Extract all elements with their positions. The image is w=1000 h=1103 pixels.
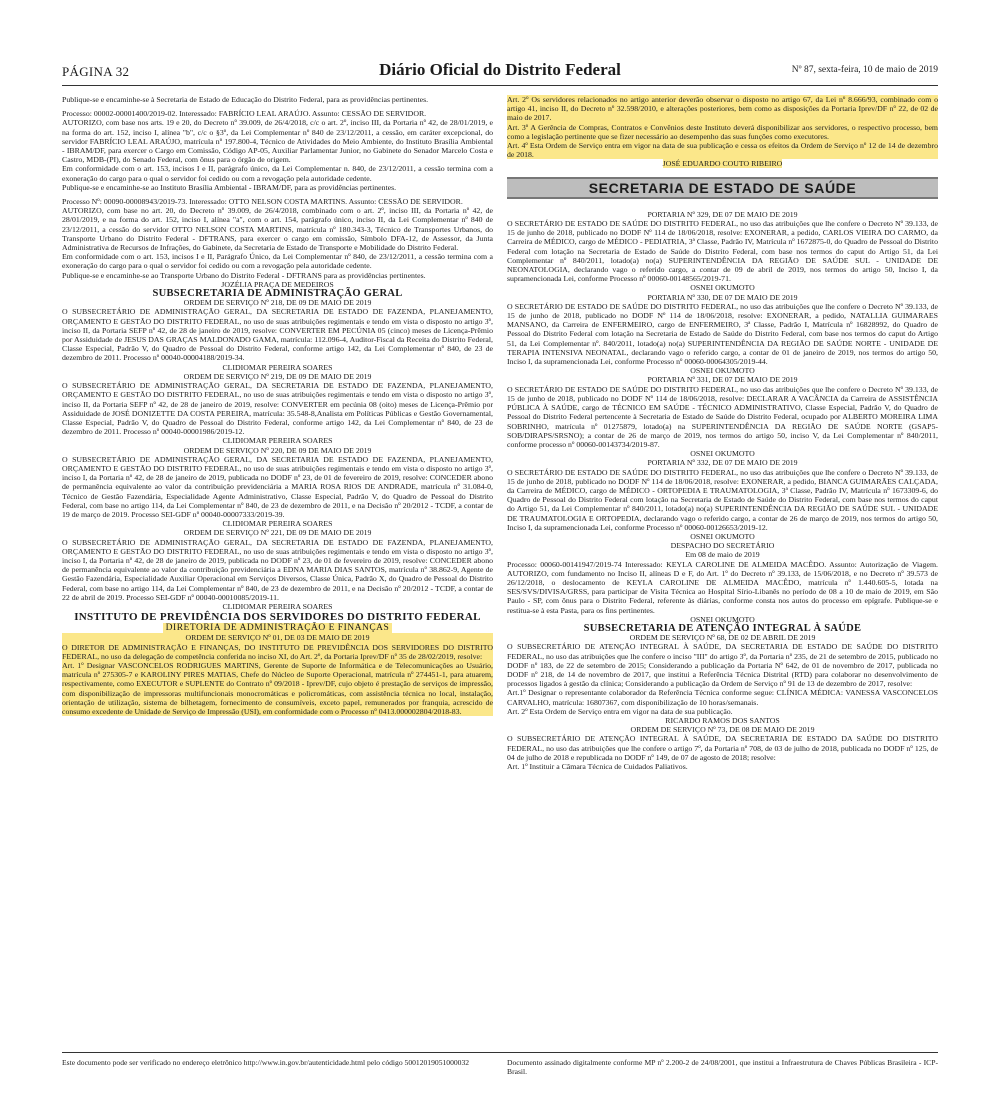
page-number: PÁGINA 32 [62, 64, 130, 79]
order-title: ORDEM DE SERVIÇO Nº 01, DE 03 DE MAIO DE 2019 [185, 633, 370, 643]
paragraph: AUTORIZO, com base nos arts. 19 e 20, do Decreto nº 39.009, de 26/4/2018, c/c o art. 2º, inciso III, da Portaria nº 42, de 28/01/2019, e na forma do art. 152, inciso I, alínea "b", c/c o §3º, da Lei Complementar nº 840 de 23/12/2011, a cessão, em caráter excepcional, do servidor FABRÍCIO LEAL ARAÚJO, matrícula nº 197.800-4, Técnico de Atividades do Meio Ambiente, do Instituto Brasília Ambiental - IBRAM/DF, para exercer o Cargo em Comissão, Código AP-05, Auxiliar Parlamentar Junior, no Gabinete do Senador Marcelo Costa e Castro, MDB-(PI), do Senado Federal, com ônus para o órgão de origem. [62, 118, 493, 165]
secretariat-banner: SECRETARIA DE ESTADO DE SAÚDE [507, 177, 938, 199]
order-body: O SUBSECRETÁRIO DE ADMINISTRAÇÃO GERAL, DA SECRETARIA DE ESTADO DE FAZENDA, PLANEJAMENTO, ORÇAMENTO E GESTÃO DO DISTRITO FEDERAL, no uso de suas atribuições regimentais e tendo em vista o disposto no artigo 3º, inciso II, da Portaria SEFP nº 42, de 28 de janeiro de 2019, resolve: CONVERTER em pecúnia 08 (oito) meses de Licença-Prêmio por Assiduidade de JOSÉ DONIZETTE DA COSTA PEREIRA, matrícula: 35.548-8,Analista em Políticas Públicas e Gestão Governamental, Classe Especial, Padrão V, do Quadro de Pessoal do Distrito Federal, conforme artigo 142, da Lei Complementar nº 840, de 23 de dezembro de 2011. Processo nº 00040-00001986/2019-12. [62, 381, 493, 437]
columns [62, 95, 938, 771]
signature: OSNEI OKUMOTO [690, 449, 755, 459]
section-heading: SUBSECRETARIA DE ATENÇÃO INTEGRAL À SAÚDE [583, 622, 862, 634]
order-title: ORDEM DE SERVIÇO Nº 220, DE 09 DE MAIO DE 2019 [183, 445, 372, 455]
page-header [62, 62, 938, 86]
order-article: Art.1º Designar o representante colaborador da Referência Técnica conforme segue: CLÍNICA MÉDICA: VANESSA VASCONCELOS CARVALHO, matrícula: 16807367, com disponibilização de 10 horas/semanais. [507, 688, 938, 707]
section-heading: SUBSECRETARIA DE ADMINISTRAÇÃO GERAL [152, 288, 403, 300]
edition-info: Nº 87, sexta-feira, 10 de maio de 2019 [791, 65, 938, 75]
signature: CLIDIOMAR PEREIRA SOARES [222, 436, 333, 446]
signature: JOSÉ EDUARDO COUTO RIBEIRO [662, 159, 783, 169]
highlighted-order [62, 633, 493, 716]
order-title: ORDEM DE SERVIÇO Nº 68, DE 02 DE ABRIL DE 2019 [629, 633, 816, 643]
ordinance-title: PORTARIA Nº 331, DE 07 DE MAIO DE 2019 [647, 375, 798, 385]
signature: OSNEI OKUMOTO [690, 614, 755, 624]
order-article: Art. 2º Esta Ordem de Serviço entra em vigor na data de sua publicação. [507, 706, 733, 716]
left-column [62, 95, 493, 771]
order-body: O SUBSECRETÁRIO DE ADMINISTRAÇÃO GERAL, DA SECRETARIA DE ESTADO DE FAZENDA, PLANEJAMENTO, ORÇAMENTO E GESTÃO DO DISTRITO FEDERAL, no uso de suas atribuições regimentais e tendo em vista o disposto no artigo 3º, inciso II, da Portaria SEFP nº 42, de 28 de janeiro de 2019, resolve: CONVERTER EM PECÚNIA 05 (cinco) meses de Licença-Prêmio por Assiduidade de JESUS DAS GRAÇAS MALDONADO GAMA, matrícula: 112.096-4, Auditor-Fiscal da Receita do Distrito Federal, Classe Especial, Padrão V, do Quadro de Pessoal do Distrito Federal, conforme artigo 142, da Lei Complementar nº 840, de 23 de dezembro de 2011. Processo nº 00040-00004188/2019-34. [62, 307, 493, 363]
signature: CLIDIOMAR PEREIRA SOARES [222, 362, 333, 372]
paragraph: Processo Nº: 00090-00008943/2019-73. Interessado: OTTO NELSON COSTA MARTINS. Assunto: CESSÃO DE SERVIDOR. [62, 197, 463, 207]
order-body: O SUBSECRETÁRIO DE ATENÇÃO INTEGRAL À SAÚDE, DA SECRETARIA DE ESTADO DA SAÚDE DO DISTRITO FEDERAL, no uso das atribuições que lhe confere o artigo 7º, da Portaria nº 708, de 03 de julho de 2018, publicada no DODF nº 125, de 04 de julho de 2018 e republicada no DODF nº 149, de 07 de agosto de 2018; resolve: [507, 734, 938, 762]
signature: RICARDO RAMOS DOS SANTOS [665, 716, 780, 725]
paragraph: AUTORIZO, com base no art. 20, do Decreto nº 39.009, de 26/4/2018, combinado com o art. 2º, inciso III, da Portaria nº 42, de 28/01/2019, e na forma do art. 152, inciso I, alínea "a", com o art. 154, parágrafo único, inciso II, da Lei Complementar nº 840 de 23/12/2011, a cessão do servidor OTTO NELSON COSTA MARTINS, matrícula nº 180.343-3, Técnico de Transportes Urbanos, do Transporte Urbano do Distrito Federal - DFTRANS, para exercer o cargo em comissão, Símbolo DFA-12, de Assessor, da Junta Administrativa de Recursos de Infrações, do Gabinete, da Secretaria de Estado de Transporte e Mobilidade do Distrito Federal. [62, 206, 493, 253]
order-article: Art. 3º A Gerência de Compras, Contratos e Convênios deste Instituto deverá disponibilizar aos servidores, o respectivo processo, bem como a legislação pertinente que se fizer necessário ao desempenho das suas funções como executores. [507, 122, 938, 141]
signature: CLIDIOMAR PEREIRA SOARES [222, 601, 333, 611]
order-article: Art. 1º Designar VASCONCELOS RODRIGUES MARTINS, Gerente de Suporte de Informática e de Telecomunicações ao Usuário, matrícula nº 275305-7 e KAROLINY PIRES MATIAS, Chefe do Núcleo de Suporte Operacional, matrícula nº 274451-1, para atuarem, respectivamente, como EXECUTOR e SUPLENTE do Contrato nº 09/2018 - Iprev/DF, cujo objeto é prestação de serviços de impressão, com disponibilização de impressoras multifuncionais monocromáticas e policromáticas, com assistência técnica no local, instalação, orientação de utilização, sistema de bilhetagem, fornecimento de consumíveis, exceto papel, remunerados por franquia, acrescido de consumo excedente de Unidade de Serviço de Impressão (USI), em conformidade com o Processo nº 0413.000002804/2018-83. [62, 660, 493, 716]
ordinance-title: PORTARIA Nº 332, DE 07 DE MAIO DE 2019 [647, 458, 798, 468]
signature: CLIDIOMAR PEREIRA SOARES [222, 519, 333, 529]
order-body: O SUBSECRETÁRIO DE ATENÇÃO INTEGRAL À SAÚDE, DA SECRETARIA DE ESTADO DE SAÚDE DO DISTRITO FEDERAL, no uso das atribuições que lhe confere o inciso "III" do artigo 3º, da Portaria nº 235, de 21 de setembro de 2015, publicado no DODF nº 183, de 22 de setembro de 2015; Considerando a publicação da Portaria Nº 642, de 01 de novembro de 2017, publicada no DODF nº 218, de 14 de novembro de 2017, que institui a Referência Técnica Distrital (RTD) para colaborar no desenvolvimento de processos ligados à gestão da clínica; Considerando a publicação da Ordem de Serviço nº 91 de 13 de dezembro de 2017, resolve: [507, 642, 938, 689]
verification-note: Este documento pode ser verificado no endereço eletrônico http://www.in.gov.br/autenticidade.html pelo código 50012019051000032 [62, 1058, 470, 1067]
ordinance-body: O SECRETÁRIO DE ESTADO DE SAÚDE DO DISTRITO FEDERAL, no uso das atribuições que lhe confere o Decreto Nº 39.133, de 15 de junho de 2018, publicado no DODF Nº 114 de 18/06/2018, resolve: EXONERAR, a pedido, NATALLIA GUIMARAES MANSANO, da Carreira de ENFERMEIRO, cargo de ENFERMEIRO, 3ª Classe, Padrão I, Matrícula nº 16828992, do Quadro de Pessoal do Distrito Federal com lotação na Secretaria de Estado de Saúde do Distrito Federal, com base nos termos do caput do Artigo 51, da Lei Complementar nº. 840/2011, lotado(a) no(a) SUPERINTENDÊNCIA DA REGIÃO DE SAÚDE NORTE - UNIDADE DE TERAPIA INTENSIVA NEONATAL, declarando vago o referido cargo, a contar de 01 de janeiro de 2019, nos termos do artigo 50, Inciso I, da supramencionada Lei, conforme Processo nº 00060-00064305/2019-44. [507, 301, 938, 367]
order-title: ORDEM DE SERVIÇO Nº 218, DE 09 DE MAIO DE 2019 [183, 298, 372, 308]
paragraph: Publique-se e encaminhe-se ao Instituto Brasília Ambiental - IBRAM/DF, para as providências pertinentes. [62, 182, 397, 192]
ordinance-body: O SECRETÁRIO DE ESTADO DE SAÚDE DO DISTRITO FEDERAL, no uso das atribuições que lhe confere o Decreto Nº 39.133, de 15 de junho de 2018, publicado no DODF Nº 114 de 18/06/2018, resolve: EXONERAR, a pedido, BIANCA GUIMARÃES CALÇADA, da Carreira de MÉDICO, cargo de MÉDICO - ORTOPEDIA E TRAUMATOLOGIA, 3ª Classe, Padrão IV, Matrícula nº 1673309-6, do Quadro de Pessoal do Distrito Federal com lotação na Secretaria de Estado de Saúde do Distrito Federal, com base nos termos do caput do Artigo 51, da Lei Complementar nº 840/2011, lotado(a) no(a) SUPERINTENDÊNCIA DA REGIÃO DE SAÚDE SUL - UNIDADE DE TRAUMATOLOGIA E ORTOPEDIA, declarando vago o referido cargo, a contar de 26 de março de 2019, nos termos do artigo 50, Inciso I, da supramencionada Lei, conforme Processo nº 00060-00126653/2019-12. [507, 467, 938, 532]
signature: OSNEI OKUMOTO [690, 531, 755, 541]
right-column [507, 95, 938, 771]
order-title: ORDEM DE SERVIÇO Nº 221, DE 09 DE MAIO DE 2019 [183, 528, 372, 538]
ordinance-body: O SECRETÁRIO DE ESTADO DE SAÚDE DO DISTRITO FEDERAL, no uso das atribuições que lhe confere o Decreto Nº 39.133, de 15 de junho de 2018, publicado no DODF Nº 114 de 18/06/2018, resolve: EXONERAR, a pedido, CARLOS VIEIRA DO CARMO, da Carreira de MÉDICO, cargo de MÉDICO - PEDIATRIA, 3ª Classe, Padrão IV, Matrícula nº 1672875-0, do Quadro de Pessoal do Distrito Federal com lotação na Secretaria de Estado de Saúde do Distrito Federal, com base nos termos do caput do Artigo 51, da Lei Complementar nº 840/2011, lotado(a) no(a) SUPERINTENDÊNCIA DA REGIÃO DE SAÚDE SUL - UNIDADE DE NEONATOLOGIA, declarando vago o referido cargo, a contar de 09 de abril de 2019, nos termos do artigo 50, Inciso I, da supramencionada Lei, conforme Processo nº 00060-00148565/2019-71. [507, 219, 938, 284]
signature: OSNEI OKUMOTO [690, 283, 755, 293]
subsection-heading: DIRETORIA DE ADMINISTRAÇÃO E FINANÇAS [62, 624, 493, 633]
signature: OSNEI OKUMOTO [690, 366, 755, 376]
order-body: O SUBSECRETÁRIO DE ADMINISTRAÇÃO GERAL, DA SECRETARIA DE ESTADO DE FAZENDA, PLANEJAMENTO, ORÇAMENTO E GESTÃO DO DISTRITO FEDERAL, no uso de suas atribuições regimentais e tendo em vista o disposto no artigo 3º, inciso I, da Portaria nº 42, de 28 de janeiro de 2019, publicada no DODF nº 23, de 01 de fevereiro de 2019, resolve: CONCEDER abono de permanência equivalente ao valor da contribuição previdenciária a EDNA MARIA DIAS SANTOS, matrícula nº 38.862-9, Agente de Gestão Fazendária, Especialidade Auxiliar Operacional em Serviços Diversos, Classe Única, Padrão X, do Quadro de Pessoal do Distrito Federal, com base no artigo 114, da Lei Complementar nº 840, de 23 de dezembro de 2011, e na Decisão nº 20/2012 - TCDF, a contar de 22 de abril de 2019. Processo SEI-GDF nº 00040-00010085/2019-11. [62, 537, 493, 602]
ordinance-title: PORTARIA Nº 330, DE 07 DE MAIO DE 2019 [647, 292, 798, 302]
order-body: O SUBSECRETÁRIO DE ADMINISTRAÇÃO GERAL, DA SECRETARIA DE ESTADO DE FAZENDA, PLANEJAMENTO, ORÇAMENTO E GESTÃO DO DISTRITO FEDERAL, no uso de suas atribuições regimentais e tendo em vista o disposto no artigo 3º, inciso I, da Portaria nº 42, de 28 de janeiro de 2019, publicada no DODF nº 23, de 01 de fevereiro de 2019, resolve: CONCEDER abono de permanência equivalente ao valor da contribuição previdenciária a MARIA ROSA RIOS DE ANDRADE, matrícula nº 31.084-0, Técnico de Gestão Fazendária, Especialidade Agente Administrativo, Classe Especial, Padrão V, do Quadro de Pessoal do Distrito Federal, com base no artigo 114, da Lei Complementar nº 840, de 23 de dezembro de 2011, e na Decisão nº 20/2012 - TCDF, a contar de 19 de março de 2019. Processo SEI-GDF nº 00040-00007333/2019-39. [62, 454, 493, 519]
paragraph: Processo: 00002-00001400/2019-02. Interessado: FABRÍCIO LEAL ARAÚJO. Assunto: CESSÃO DE SERVIDOR. [62, 109, 427, 119]
order-body: O DIRETOR DE ADMINISTRAÇÃO E FINANÇAS, DO INSTITUTO DE PREVIDÊNCIA DOS SERVIDORES DO DISTRITO FEDERAL, no uso da delegação de competência conferida no inciso XI, do Art. 2º, da Portaria Iprev/DF nº 35 de 28/02/2019, resolve: [62, 642, 493, 661]
digital-signature-note: Documento assinado digitalmente conforme MP nº 2.200-2 de 24/08/2001, que institui a Infraestrutura de Chaves Públicas Brasileira - ICP-Brasil. [507, 1058, 938, 1076]
page-footer [62, 1052, 938, 1076]
paragraph: Em conformidade com o art. 153, incisos I e II, Parágrafo Único, da Lei Complementar nº 840, de 23/12/2011, a cessão termina com a exoneração do cargo para o qual o servidor foi cedido ou com a revogação pela autoridade cedente. [62, 252, 493, 271]
paragraph: Em conformidade com o art. 153, incisos I e II, parágrafo único, da Lei Complementar n. 840, de 23/12/2011, a cessão termina com a exoneração do cargo para o qual o servidor foi cedido ou com a revogação pela autoridade cedente. [62, 164, 493, 183]
section-heading: INSTITUTO DE PREVIDÊNCIA DOS SERVIDORES DO DISTRITO FEDERAL [74, 611, 481, 624]
dispatch-title: DESPACHO DO SECRETÁRIO [670, 541, 775, 551]
dispatch-date: Em 08 de maio de 2019 [685, 550, 760, 560]
ordinance-title: PORTARIA Nº 329, DE 07 DE MAIO DE 2019 [647, 209, 798, 219]
order-article: Art. 1º Instituir a Câmara Técnica de Cuidados Paliativos. [507, 762, 688, 772]
order-article: Art. 2º Os servidores relacionados no artigo anterior deverão observar o disposto no artigo 67, da Lei nº 8.666/93, combinado com o artigo 41, inciso II, do Decreto nº 32.598/2010, e alterações posteriores, bem como as disposições da Portaria Iprev/DF nº 22, de 02 de maio de 2017. [507, 95, 938, 123]
paragraph: Publique-se e encaminhe-se à Secretaria de Estado de Educação do Distrito Federal, para as providências pertinentes. [62, 95, 429, 104]
order-title: ORDEM DE SERVIÇO Nº 73, DE 08 DE MAIO DE 2019 [630, 725, 815, 735]
order-title: ORDEM DE SERVIÇO Nº 219, DE 09 DE MAIO DE 2019 [183, 371, 372, 381]
highlighted-order-continuation [507, 95, 938, 159]
order-article: Art. 4º Esta Ordem de Serviço entra em vigor na data de sua publicação e cessa os efeitos da Ordem de Serviço nº 12 de 14 de dezembro de 2018. [507, 141, 938, 160]
dispatch-body: Processo: 00060-00141947/2019-74 Interessado: KEYLA CAROLINE DE ALMEIDA MACÊDO. Assunto: Autorização de Viagem. AUTORIZO, com fundamento no Inciso II, alíneas D e F, do Art. 1º do Decreto nº 39.133, de 15/06/2018, e no Decreto nº 39.573 de 26/12/2018, o deslocamento de KEYLA CAROLINE DE ALMEIDA MACÊDO, matrícula nº 1.440.605-5, lotada na SES/SVS/DIVISA/GRSS, para participar de Visita Técnica ao Hospital Sírio-Libanês no período de 08 a 10 de maio de 2019, em São Paulo - SP, com ônus para o Distrito Federal, referente às diárias, conforme consta nos autos do processo em epígrafe. Publique-se e restitua-se à esta Pasta, para os fins pertinentes. [507, 559, 938, 615]
signature: JOZÉLIA PRAÇA DE MEDEIROS [221, 279, 334, 289]
ordinance-body: O SECRETÁRIO DE ESTADO DE SAÚDE DO DISTRITO FEDERAL, no uso das atribuições que lhe confere o Decreto Nº 39.133, de 15 de junho de 2018, publicado no DODF Nº 114 de 18/06/2018, resolve: DECLARAR A VACÂNCIA da Carreira de ASSISTÊNCIA PÚBLICA À SAÚDE, cargo de TÉCNICO EM SAÚDE - TÉCNICO ADMINISTRATIVO, Classe Especial, Padrão V, do Quadro de Pessoal do Distrito Federal pertencente à Secretaria de Estado de Saúde do Distrito Federal, ocupado por ALBERTO MOREIRA LIMA SOBRINHO, matrícula nº 01275879, lotado(a) na SUPERINTENDÊNCIA DA REGIÃO DE SAÚDE NORTE (GSAP5-SOB/DIRAPS/SRSNO); a contar de 26 de março de 2019, nos termos do artigo 50, inciso V, da Lei Complementar nº 840/2011, conforme processo nº 00060-00143734/2019-87. [507, 384, 938, 449]
paragraph: Publique-se e encaminhe-se ao Transporte Urbano do Distrito Federal - DFTRANS para as providências pertinentes. [62, 270, 426, 280]
newspaper-title: Diário Oficial do Distrito Federal [379, 60, 621, 79]
